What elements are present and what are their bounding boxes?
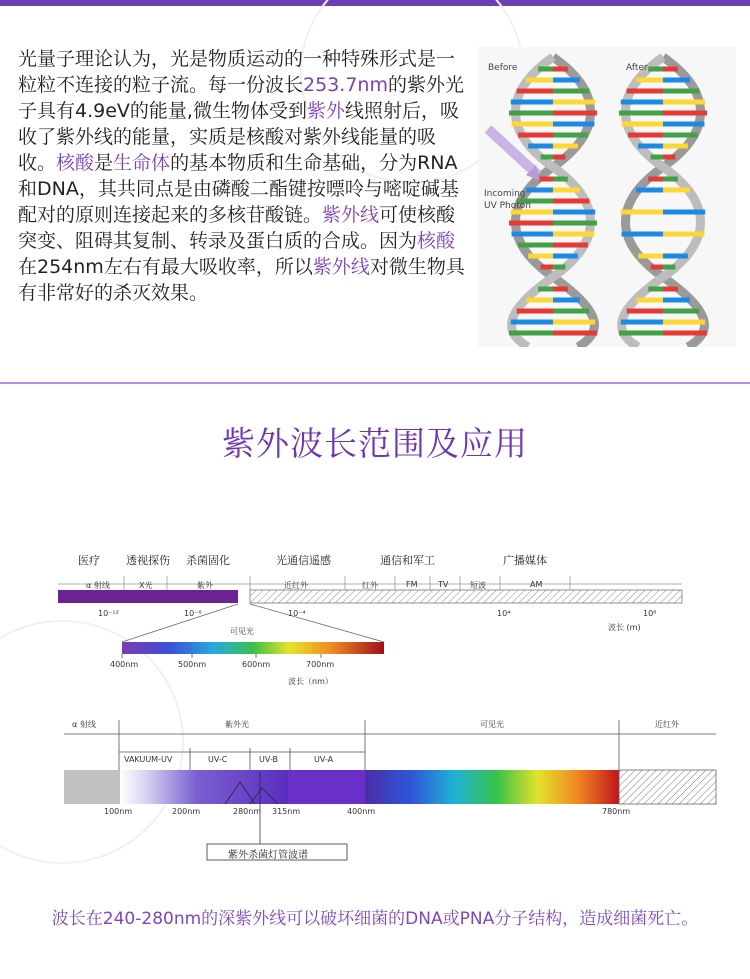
uv-region-bar bbox=[58, 590, 238, 603]
intro-text: 光量子理论认为，光是物质运动的一种特殊形式是一粒粒不连接的粒子流。每一份波长 bbox=[18, 48, 456, 96]
top-label: 近红外 bbox=[655, 720, 679, 729]
uv-detail-svg bbox=[0, 712, 750, 872]
tick-label: 10⁴ bbox=[497, 609, 511, 618]
intro-text: 是 bbox=[94, 152, 114, 174]
intro-text: 可使核酸突变、阻碍其复制、转录及蛋白质的合成。因为 bbox=[18, 204, 456, 252]
highlight-term: 核酸 bbox=[56, 152, 95, 174]
intro-text: 线照射后，吸收了紫外线的能量，实质是核酸对紫外线能量的吸收。 bbox=[18, 100, 459, 174]
app-label: 通信和军工 bbox=[380, 554, 435, 567]
photon-label-2: UV Photon bbox=[484, 201, 531, 211]
uva-region bbox=[288, 770, 366, 804]
app-label: 医疗 bbox=[78, 554, 100, 567]
visible-region bbox=[365, 770, 619, 804]
intro-paragraph bbox=[18, 46, 473, 306]
uv-band-label: UV-C bbox=[208, 755, 228, 764]
ir-region-bar bbox=[250, 590, 682, 603]
wavelength-unit-m: 波长 (m) bbox=[608, 623, 641, 632]
tick-label: 10⁸ bbox=[643, 609, 657, 618]
tick-label: 10⁻⁴ bbox=[288, 609, 306, 618]
nm-tick: 700nm bbox=[306, 660, 335, 669]
app-label: 光通信遥感 bbox=[276, 554, 331, 567]
uv-band-label: UV-B bbox=[259, 755, 278, 764]
band-label: α 射线 bbox=[86, 581, 110, 590]
band-label: 红外 bbox=[362, 581, 378, 590]
intro-text: 的紫外光子具有4.9eV的能量,微生物体受到 bbox=[18, 74, 464, 122]
top-label: 可见光 bbox=[480, 720, 504, 729]
highlight-term: 紫外线 bbox=[312, 256, 370, 278]
intro-text: 在254nm左右有最大吸收率，所以 bbox=[18, 256, 313, 278]
uv-band-label: VAKUUM-UV bbox=[124, 755, 173, 764]
uv-region bbox=[120, 770, 290, 804]
nm-tick: 280nm bbox=[233, 807, 262, 816]
near-ir-region bbox=[619, 770, 716, 804]
band-label: FM bbox=[406, 580, 418, 589]
highlight-term: 紫外 bbox=[306, 100, 345, 122]
visible-light-label: 可见光 bbox=[230, 627, 254, 636]
nm-tick: 780nm bbox=[602, 807, 631, 816]
app-label: 透视探伤 bbox=[126, 554, 170, 567]
nm-tick: 400nm bbox=[110, 660, 139, 669]
highlight-term: 紫外线 bbox=[322, 204, 380, 226]
wavelength-unit-nm: 波长（nm） bbox=[288, 677, 333, 686]
tick-label: 10⁻⁸ bbox=[184, 609, 202, 618]
band-label: AM bbox=[530, 580, 543, 589]
nm-tick: 315nm bbox=[272, 807, 301, 816]
band-label: 紫外 bbox=[197, 581, 213, 590]
tick-label: 10⁻¹² bbox=[98, 609, 119, 618]
after-label: After bbox=[626, 63, 648, 73]
nm-tick: 400nm bbox=[347, 807, 376, 816]
band-label: TV bbox=[438, 580, 449, 589]
intro-text: 的基本物质和生命基础，分为RNA和DNA，其共同点是由磷酸二酯键按嘌呤与嘧啶碱基配对的原则连接起来的多核苷酸链。 bbox=[18, 152, 459, 226]
nm-tick: 200nm bbox=[172, 807, 201, 816]
band-label: X光 bbox=[139, 581, 153, 590]
section-title: 紫外波长范围及应用 bbox=[222, 424, 528, 463]
alpha-region bbox=[64, 770, 120, 804]
footer-caption: 波长在240-280nm的深紫外线可以破坏细菌的DNA或PNA分子结构，造成细菌死亡。 bbox=[51, 909, 699, 929]
nm-tick: 100nm bbox=[104, 807, 133, 816]
top-label: α 射线 bbox=[72, 720, 96, 729]
lamp-spectrum-label: 紫外杀菌灯管波谱 bbox=[228, 850, 308, 861]
app-label: 杀菌固化 bbox=[186, 554, 230, 567]
highlight-term: 生命体 bbox=[113, 152, 171, 174]
dna-uv-figure bbox=[478, 47, 736, 347]
nm-tick: 500nm bbox=[178, 660, 207, 669]
photon-label-1: Incoming bbox=[484, 189, 526, 199]
dna-after-helix bbox=[619, 57, 707, 347]
band-label: 短波 bbox=[470, 581, 486, 590]
band-label: 近红外 bbox=[284, 581, 308, 590]
nm-tick: 600nm bbox=[242, 660, 271, 669]
highlight-term: 核酸 bbox=[417, 230, 456, 252]
top-label: 紫外光 bbox=[225, 720, 249, 729]
highlight-term: 253.7nm bbox=[303, 74, 388, 96]
section-divider bbox=[0, 382, 750, 384]
app-label: 广播媒体 bbox=[503, 554, 547, 567]
uv-band-label: UV-A bbox=[314, 755, 334, 764]
visible-spectrum-bar bbox=[122, 642, 384, 654]
before-label: Before bbox=[488, 63, 518, 73]
intro-text: 对微生物具有非常好的杀灭效果。 bbox=[18, 256, 465, 304]
